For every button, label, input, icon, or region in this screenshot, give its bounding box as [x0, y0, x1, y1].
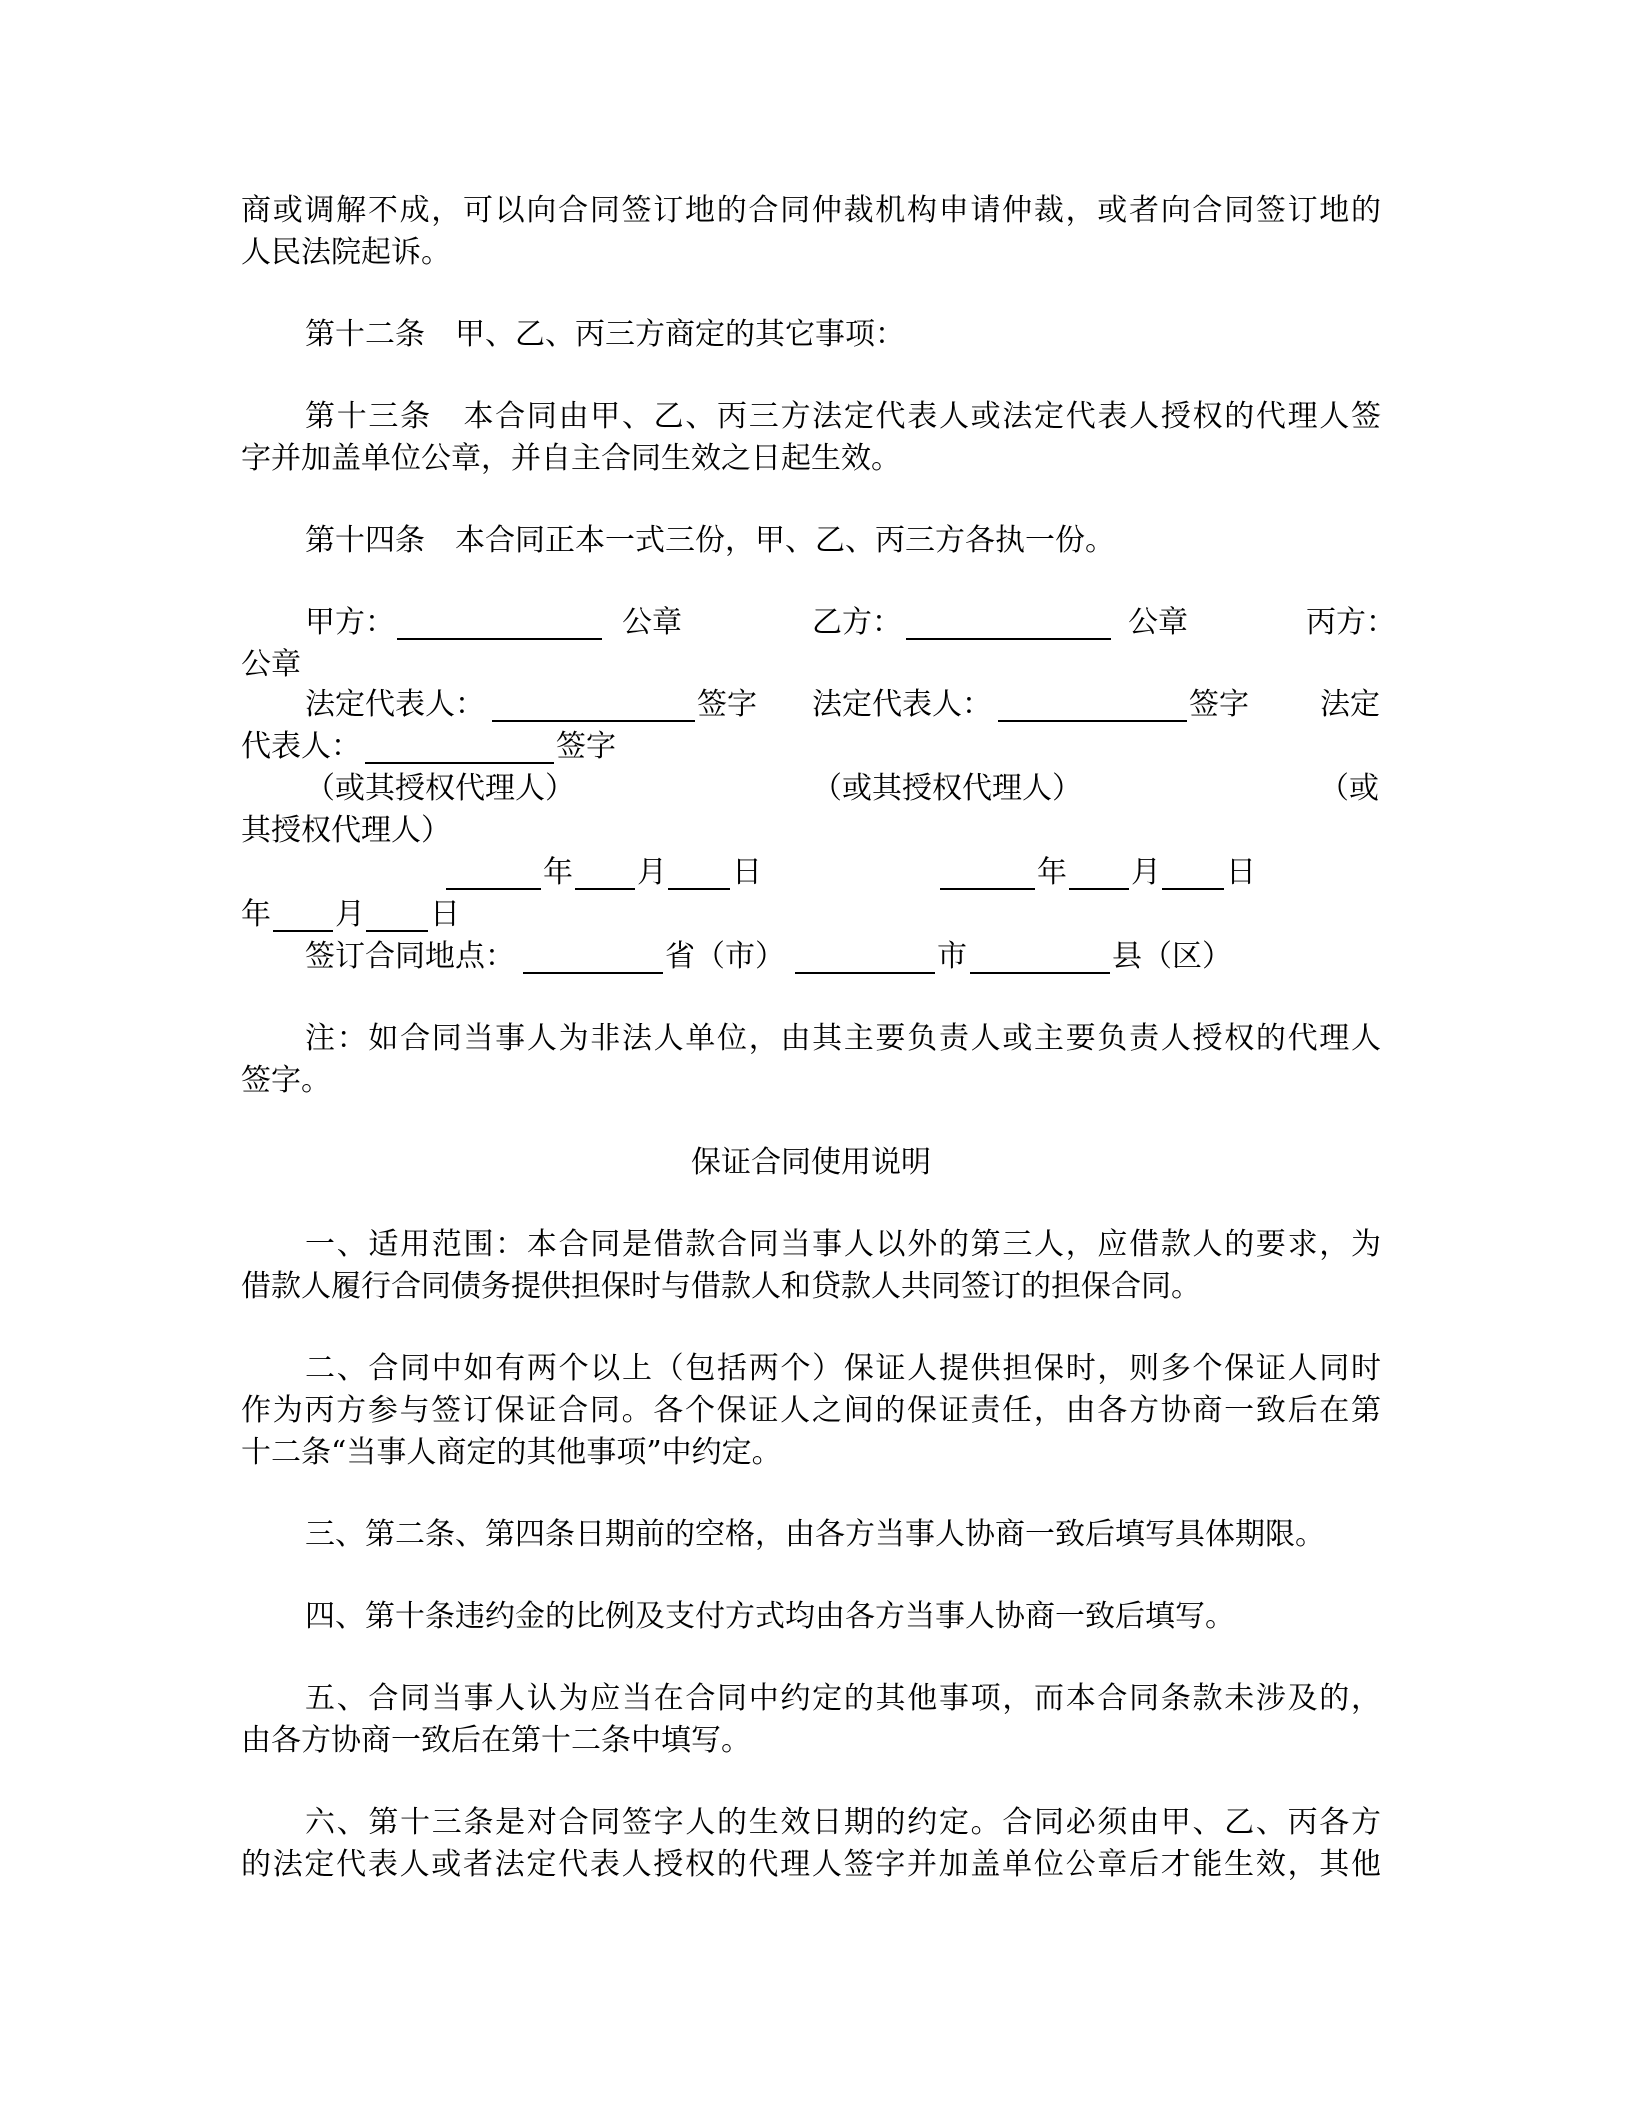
legal-rep-c-sign: 签字	[556, 729, 616, 764]
place-county: 县（区）	[1112, 939, 1232, 974]
party-a-seal: 公章	[622, 605, 682, 640]
party-a-blank[interactable]	[397, 608, 602, 640]
place-province-blank[interactable]	[523, 942, 663, 974]
arbitration-line-1: 商或调解不成，可以向合同签订地的合同仲裁机构申请仲裁，或者向合同签订地的	[241, 193, 1381, 228]
date-c-day: 日	[430, 897, 460, 932]
instruction-1-line-1: 一、适用范围：本合同是借款合同当事人以外的第三人，应借款人的要求，为	[305, 1227, 1381, 1262]
article-13-line-1: 第十三条 本合同由甲、乙、丙三方法定代表人或法定代表人授权的代理人签	[305, 399, 1381, 434]
agent-a: （或其授权代理人）	[305, 771, 575, 806]
instruction-5-line-1: 五、合同当事人认为应当在合同中约定的其他事项，而本合同条款未涉及的，	[305, 1681, 1381, 1716]
date-a-day-blank[interactable]	[668, 858, 730, 890]
instruction-6-line-2: 的法定代表人或者法定代表人授权的代理人签字并加盖单位公章后才能生效，其他	[241, 1847, 1381, 1882]
article-12: 第十二条 甲、乙、丙三方商定的其它事项：	[305, 317, 905, 352]
article-14: 第十四条 本合同正本一式三份，甲、乙、丙三方各执一份。	[305, 523, 1115, 558]
date-b-month: 月	[1131, 855, 1161, 890]
date-b-year: 年	[1037, 855, 1067, 890]
legal-rep-a-sign: 签字	[697, 687, 757, 722]
agent-c-2: 其授权代理人）	[241, 813, 451, 848]
instruction-3: 三、第二条、第四条日期前的空格，由各方当事人协商一致后填写具体期限。	[305, 1517, 1325, 1552]
place-province: 省（市）	[665, 939, 785, 974]
date-c-year: 年	[241, 897, 271, 932]
article-13-line-2: 字并加盖单位公章，并自主合同生效之日起生效。	[241, 441, 901, 476]
party-b-seal: 公章	[1128, 605, 1188, 640]
date-b-day-blank[interactable]	[1162, 858, 1224, 890]
date-c-month-blank[interactable]	[273, 900, 333, 932]
instruction-2-line-2: 作为丙方参与签订保证合同。各个保证人之间的保证责任，由各方协商一致后在第	[241, 1393, 1381, 1428]
instruction-2-line-3: 十二条“当事人商定的其他事项”中约定。	[241, 1435, 782, 1470]
party-c-label: 丙方：	[1306, 605, 1396, 640]
date-a-month-blank[interactable]	[575, 858, 635, 890]
legal-rep-c-label-2: 代表人：	[241, 729, 361, 764]
instructions-title: 保证合同使用说明	[691, 1145, 931, 1180]
party-c-seal: 公章	[241, 647, 301, 682]
legal-rep-a-blank[interactable]	[492, 690, 695, 722]
instruction-4: 四、第十条违约金的比例及支付方式均由各方当事人协商一致后填写。	[305, 1599, 1235, 1634]
note-line-1: 注：如合同当事人为非法人单位，由其主要负责人或主要负责人授权的代理人	[305, 1021, 1381, 1056]
legal-rep-c-blank[interactable]	[365, 732, 554, 764]
legal-rep-c-label-1: 法定	[1320, 687, 1380, 722]
date-a-month: 月	[637, 855, 667, 890]
place-city-blank[interactable]	[795, 942, 935, 974]
instruction-1-line-2: 借款人履行合同债务提供担保时与借款人和贷款人共同签订的担保合同。	[241, 1269, 1201, 1304]
date-a-year-blank[interactable]	[446, 858, 541, 890]
party-a-label: 甲方：	[305, 605, 395, 640]
agent-b: （或其授权代理人）	[812, 771, 1082, 806]
party-b-blank[interactable]	[906, 608, 1111, 640]
date-a-day: 日	[732, 855, 762, 890]
place-label: 签订合同地点：	[305, 939, 515, 974]
date-c-day-blank[interactable]	[366, 900, 428, 932]
instruction-5-line-2: 由各方协商一致后在第十二条中填写。	[241, 1723, 751, 1758]
date-b-month-blank[interactable]	[1069, 858, 1129, 890]
note-line-2: 签字。	[241, 1063, 331, 1098]
date-b-day: 日	[1226, 855, 1256, 890]
place-county-blank[interactable]	[970, 942, 1110, 974]
legal-rep-b-sign: 签字	[1189, 687, 1249, 722]
agent-c-1: （或	[1319, 771, 1379, 806]
party-b-label: 乙方：	[812, 605, 902, 640]
instruction-6-line-1: 六、第十三条是对合同签字人的生效日期的约定。合同必须由甲、乙、丙各方	[305, 1805, 1381, 1840]
legal-rep-a-label: 法定代表人：	[305, 687, 485, 722]
legal-rep-b-label: 法定代表人：	[812, 687, 992, 722]
arbitration-line-2: 人民法院起诉。	[241, 235, 451, 270]
legal-rep-b-blank[interactable]	[998, 690, 1187, 722]
place-city: 市	[937, 939, 967, 974]
date-a-year: 年	[543, 855, 573, 890]
instruction-2-line-1: 二、合同中如有两个以上（包括两个）保证人提供担保时，则多个保证人同时	[305, 1351, 1381, 1386]
date-b-year-blank[interactable]	[940, 858, 1035, 890]
date-c-month: 月	[335, 897, 365, 932]
